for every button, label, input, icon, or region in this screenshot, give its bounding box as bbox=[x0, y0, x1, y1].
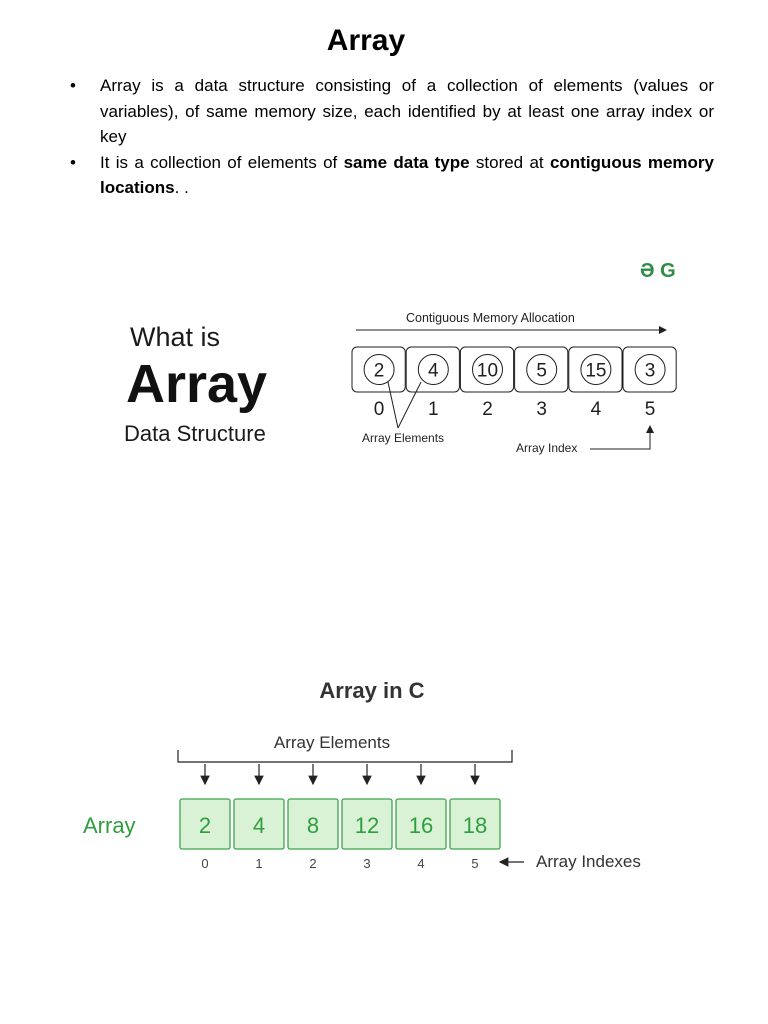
figure-heading-data-structure: Data Structure bbox=[124, 421, 266, 446]
array-index-value: 3 bbox=[363, 856, 371, 871]
array-index-value: 5 bbox=[471, 856, 479, 871]
array-element-value: 2 bbox=[373, 360, 385, 382]
array-index-value: 2 bbox=[309, 856, 317, 871]
array-element-value: 10 bbox=[476, 360, 499, 382]
array-element-value: 3 bbox=[644, 360, 656, 382]
array-elements-label: Array Elements bbox=[362, 431, 445, 445]
bold-phrase-contiguous-memory: contiguous memory locations bbox=[100, 152, 714, 197]
page-title: Array bbox=[326, 24, 406, 57]
array-element-value: 4 bbox=[252, 813, 266, 838]
array-index-value: 5 bbox=[644, 399, 656, 420]
figure-heading-what-is: What is bbox=[130, 322, 221, 352]
bold-phrase-same-data-type: same data type bbox=[343, 152, 470, 172]
array-index-value: 1 bbox=[255, 856, 263, 871]
bullet-text: Array is a data structure consisting of a collection of elements (values or variables), of same memory size, each identified by at least one array index or key bbox=[100, 76, 714, 146]
contiguous-allocation-label: Contiguous Memory Allocation bbox=[406, 311, 575, 325]
array-element-value: 12 bbox=[354, 813, 380, 838]
bullet-text: stored at bbox=[469, 152, 550, 172]
array-in-c-title: Array in C bbox=[319, 678, 425, 703]
array-index-value: 0 bbox=[201, 856, 209, 871]
array-index-value: 1 bbox=[428, 399, 439, 420]
array-element-value: 4 bbox=[428, 360, 439, 382]
array-element-value: 18 bbox=[462, 813, 488, 838]
array-element-value: 5 bbox=[536, 360, 547, 382]
figure-heading-array: Array bbox=[126, 354, 268, 414]
array-row-label: Array bbox=[83, 813, 136, 838]
array-index-value: 2 bbox=[482, 399, 493, 420]
array-element-value: 2 bbox=[198, 813, 212, 838]
array-cells bbox=[180, 764, 500, 871]
bullet-text: . . bbox=[174, 178, 189, 197]
array-element-value: 15 bbox=[585, 360, 607, 382]
geeksforgeeks-logo-icon: Ə G bbox=[640, 260, 676, 282]
array-indexes-label: Array Indexes bbox=[536, 852, 641, 871]
array-index-value: 4 bbox=[417, 856, 425, 871]
array-index-value: 4 bbox=[590, 399, 602, 420]
array-index-value: 0 bbox=[373, 399, 385, 420]
array-elements-label: Array Elements bbox=[273, 733, 391, 752]
array-index-value: 3 bbox=[536, 399, 547, 420]
bullet-text: It is a collection of elements of bbox=[100, 152, 344, 172]
array-element-value: 8 bbox=[306, 813, 320, 838]
array-element-value: 16 bbox=[408, 813, 434, 838]
array-index-label: Array Index bbox=[516, 441, 578, 455]
